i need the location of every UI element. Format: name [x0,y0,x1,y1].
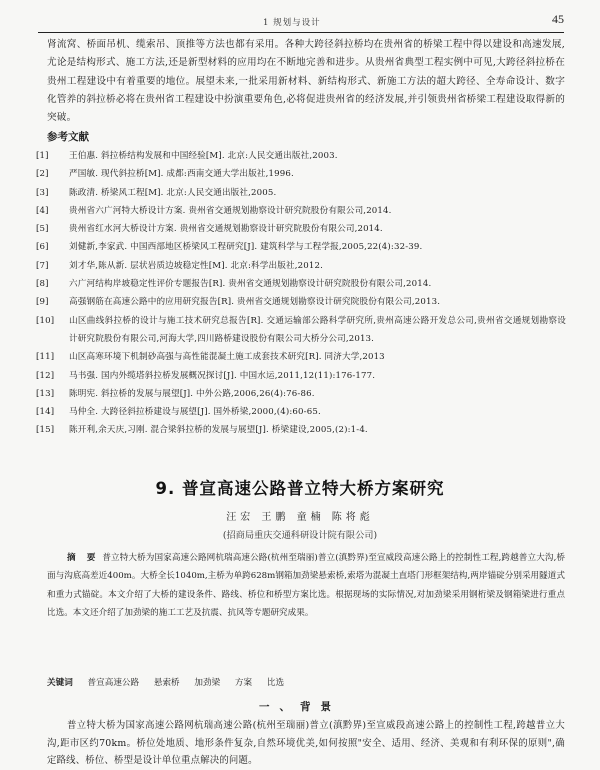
keywords [47,676,565,688]
reference-item [36,238,566,256]
reference-text: 严国敏. 现代斜拉桥[M]. 成都:西南交通大学出版社,1996. [69,169,294,180]
keyword: 比选 [266,678,285,688]
article-authors: 汪宏 王鹏 童楠 陈将彪 [226,512,374,523]
reference-text: 陈开利,余天庆,习刚. 混合梁斜拉桥的发展与展望[J]. 桥梁建设,2005,(2):1-4. [69,425,368,436]
reference-number: [12] [36,370,55,381]
intro-paragraph: 肾流窝、桥面吊机、缆索吊、顶推等方法也都有采用。各种大跨径斜拉桥均在贵州省的桥梁工程中得以建设和高速发展,尤论是结构形式、施工方法,还是新型材料的应用均在不断地完善和进步。从贵州省典型工程实例中可见,大跨径斜拉桥在贵州工程建设中有着重要的地位。展望未来,一批采用新材料、新结构形式、新施工方法的超大跨径、全寿命设计、数字化管养的斜拉桥必将在贵州省工程建设中扮演重要角色,必将促进贵州省的经济发展,并引领贵州省桥梁工程建设取得新的突破。 [47,39,565,124]
keyword: 加劲梁 [194,678,221,688]
keyword: 普宣高速公路 [87,678,140,688]
reference-number: [10] [36,315,55,326]
reference-text: 陈明宪. 斜拉桥的发展与展望[J]. 中外公路,2006,26(4):76-86. [69,388,315,399]
reference-number: [4] [36,205,49,216]
reference-item [36,202,566,220]
reference-text: 贵州省六广河特大桥设计方案. 贵州省交通规划勘察设计研究院股份有限公司,2014. [69,205,392,216]
reference-text: 刘才华,陈从新. 层状岩质边坡稳定性[M]. 北京:科学出版社,2012. [69,260,324,271]
reference-number: [13] [36,388,55,399]
page-number: 45 [552,12,564,26]
reference-item [36,165,566,183]
running-header [38,10,564,32]
reference-item [36,312,566,349]
reference-number: [7] [36,260,49,271]
reference-item [36,257,566,275]
reference-item [36,147,566,165]
abstract [47,549,565,622]
reference-text: 王伯惠. 斜拉桥结构发展和中国经验[M]. 北京:人民交通出版社,2003. [69,151,338,161]
reference-number: [14] [36,407,55,418]
body-paragraph: 普立特大桥为国家高速公路网杭瑞高速公路(杭州至瑞丽)普立(滇黔界)至宣威段高速公路上的控制性工程,跨越普立大沟,距市区约70km。桥位处地质、地形条件复杂,自然环境优美,如何按照"安全、适用、经济、美观和有利环保的原则",确定路线、桥位、桥型是设计单位重点解决的问题。 [47,720,565,766]
reference-number: [15] [36,425,55,436]
section-heading: 一、背景 [259,701,341,713]
reference-text: 高强钢筋在高速公路中的应用研究报告[R]. 贵州省交通规划勘察设计研究院股份有限公司,2013. [69,297,441,308]
header-rule [38,32,564,33]
reference-text: 马书强. 国内外缆塔斜拉桥发展概况探讨[J]. 中国水运,2011,12(11):176-177. [69,370,376,381]
article-title: 9. 普宣高速公路普立特大桥方案研究 [155,479,445,498]
reference-text: 马仲全. 大跨径斜拉桥建设与展望[J]. 国外桥梁,2000,(4):60-65. [69,407,321,418]
references-list [36,147,566,440]
reference-item [36,293,566,311]
reference-item [36,367,566,385]
reference-text: 山区曲线斜拉桥的设计与施工技术研究总报告[R]. 交通运输部公路科学研究所,贵州高速公路开发总公司,贵州省交通规划勘察设计研究院股份有限公司,河海大学,四川路桥建设股份有限公司大桥分公司,2013. [69,315,566,344]
reference-item [36,421,566,439]
reference-item [36,348,566,366]
reference-text: 贵州省红水河大桥设计方案. 贵州省交通规划勘察设计研究院股份有限公司,2014. [69,224,383,235]
reference-number: [9] [36,297,49,308]
reference-item [36,403,566,421]
reference-number: [11] [36,352,55,363]
keyword: 悬索桥 [153,678,180,688]
reference-number: [1] [36,151,49,161]
running-header-section: 1 规划与设计 [263,18,321,28]
reference-text: 刘健新,李家武. 中国西部地区桥梁风工程研究[J]. 建筑科学与工程学报,2005,22(4):32-39. [69,242,423,253]
reference-item [36,275,566,293]
keyword: 方案 [234,678,253,688]
keywords-label: 关键词 [47,678,73,688]
reference-item [36,220,566,238]
reference-number: [8] [36,279,49,290]
reference-number: [3] [36,187,49,198]
reference-number: [2] [36,169,49,180]
article-affiliation: (招商局重庆交通科研设计院有限公司) [222,530,378,541]
references-heading: 参考文献 [47,131,89,143]
abstract-label: 摘 要 [67,553,100,563]
reference-text: 山区高寒环境下机制砂高强与高性能混凝土施工成套技术研究[R]. 同济大学,2013 [69,352,385,363]
reference-text: 六广河结构岸坡稳定性评价专题报告[R]. 贵州省交通规划勘察设计研究院股份有限公司,2014. [69,279,432,290]
reference-item [36,385,566,403]
reference-number: [6] [36,242,49,253]
reference-item [36,184,566,202]
reference-text: 陈政清. 桥梁风工程[M]. 北京:人民交通出版社,2005. [69,187,277,198]
abstract-text: 普立特大桥为国家高速公路网杭瑞高速公路(杭州至瑞丽)普立(滇黔界)至宣威段高速公路上的控制性工程,跨越普立大沟,桥面与沟底高差近400m。大桥全长1040m,主桥为单跨628m钢箱加劲梁悬索桥,索塔为混凝土直塔门形框架结构,两岸锚碇分别采用隧道式和重力式锚碇。本文介绍了大桥的建设条件、路线、桥位和桥型方案比选。根据现场的实际情况,对加劲梁采用钢桁梁及钢箱梁进行重点比选。本文还介绍了加劲梁的施工工艺及抗震、抗风等专题研究成果。 [47,553,565,618]
reference-number: [5] [36,224,49,235]
